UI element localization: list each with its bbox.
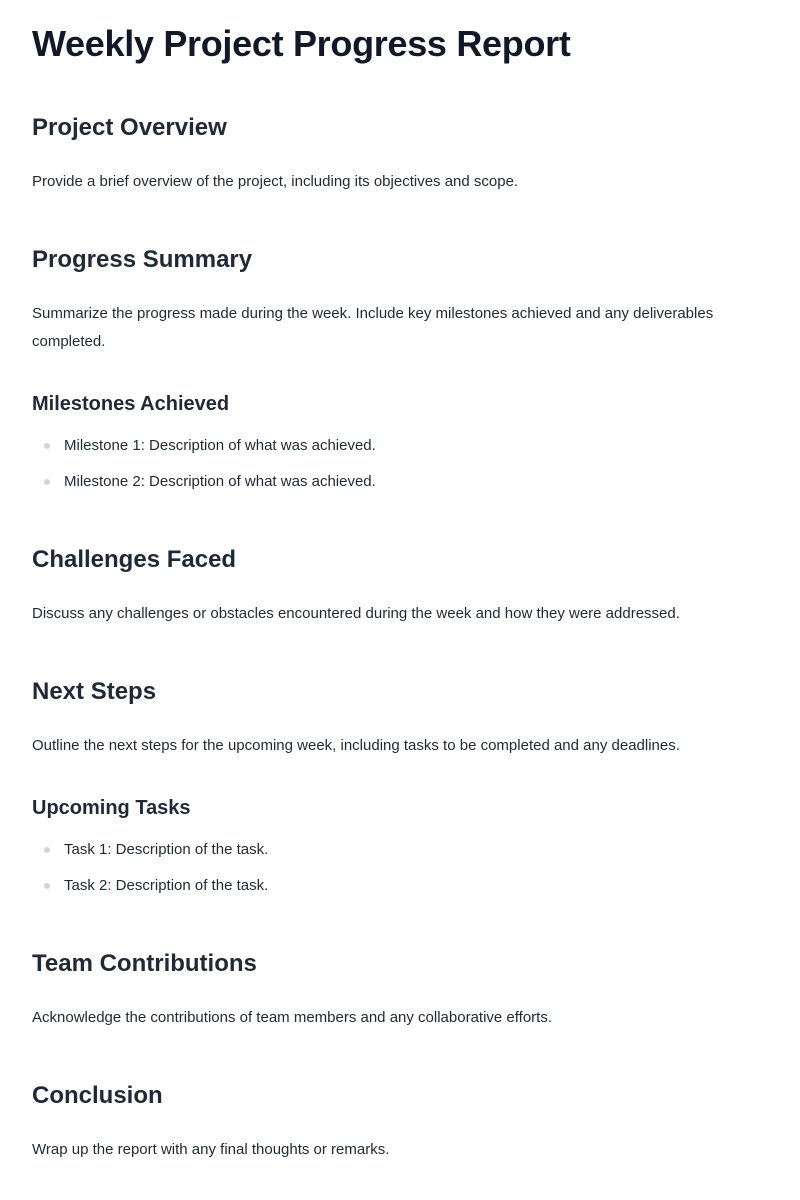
task-text: Task 2: Description of the task. [64, 877, 269, 894]
subheading-upcoming-tasks: Upcoming Tasks [32, 797, 191, 819]
section-heading-team: Team Contributions [32, 950, 257, 977]
task-text: Task 1: Description of the task. [64, 841, 269, 858]
section-text-conclusion: Wrap up the report with any final thoughts or remarks. [32, 1141, 390, 1158]
section-text-team: Acknowledge the contributions of team members and any collaborative efforts. [32, 1009, 553, 1026]
list-item [32, 872, 742, 908]
section-heading-next-steps: Next Steps [32, 678, 157, 705]
section-text-overview: Provide a brief overview of the project, including its objectives and scope. [32, 173, 519, 190]
subheading-milestones: Milestones Achieved [32, 393, 230, 415]
list-item [32, 836, 742, 872]
list-item [32, 468, 742, 504]
section-heading-conclusion: Conclusion [32, 1082, 163, 1109]
bullet-icon [44, 479, 50, 485]
section-text-next-steps: Outline the next steps for the upcoming week, including tasks to be completed and any deadlines. [32, 737, 680, 754]
section-heading-progress: Progress Summary [32, 246, 253, 273]
tasks-list [32, 836, 742, 908]
page-title: Weekly Project Progress Report [32, 23, 571, 64]
section-heading-challenges: Challenges Faced [32, 546, 237, 573]
bullet-icon [44, 847, 50, 853]
milestones-list [32, 432, 742, 504]
list-item [32, 432, 742, 468]
section-heading-overview: Project Overview [32, 114, 227, 141]
section-text-challenges: Discuss any challenges or obstacles encountered during the week and how they were addressed. [32, 605, 680, 622]
bullet-icon [44, 883, 50, 889]
milestone-text: Milestone 1: Description of what was achieved. [64, 437, 376, 454]
section-text-progress: Summarize the progress made during the week. Include key milestones achieved and any deliverables completed. [32, 305, 714, 350]
milestone-text: Milestone 2: Description of what was achieved. [64, 473, 376, 490]
bullet-icon [44, 443, 50, 449]
